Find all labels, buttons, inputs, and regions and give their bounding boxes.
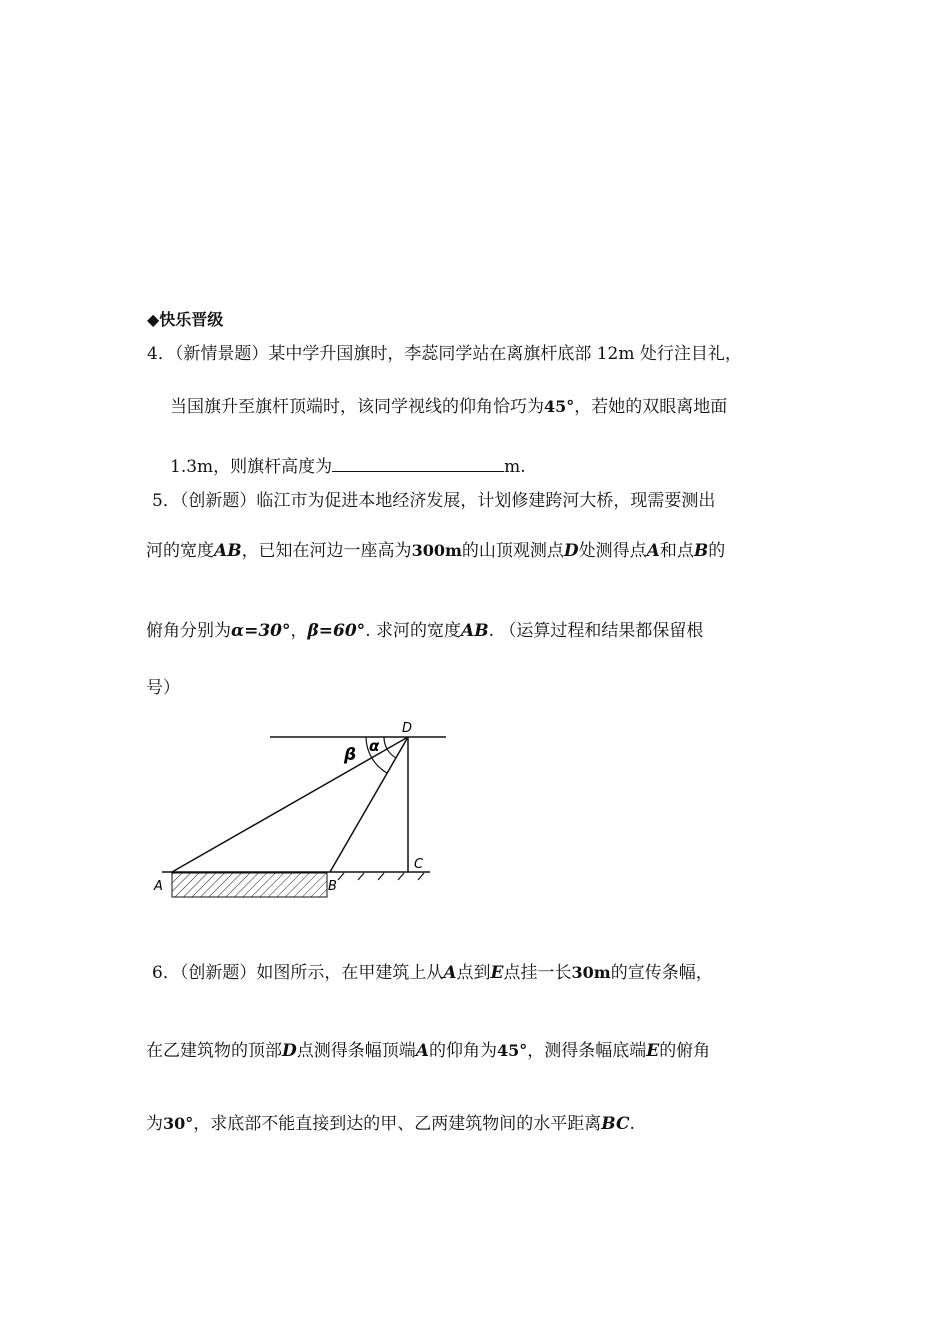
q6-text: 点测得条幅顶端 [296, 1041, 416, 1061]
label-a: A [154, 879, 163, 894]
q4-text: 1.3m，则旗杆高度为 [170, 457, 333, 477]
q4-text: ，若她的双眼离地面 [574, 397, 728, 417]
label-c: C [414, 857, 424, 872]
q5-line-2 [146, 540, 725, 562]
q5-math-AB: AB [461, 621, 489, 641]
q4-line-3 [170, 455, 526, 478]
q6-math-BC: BC [601, 1114, 630, 1134]
q6-text: 的俯角 [659, 1041, 711, 1061]
q6-math-E: E [490, 963, 504, 983]
q6-line-2 [146, 1040, 710, 1062]
q5-height: 300m [411, 541, 462, 560]
line-db [330, 737, 408, 872]
q5-text: . 求河的宽度 [365, 621, 461, 641]
q5-math-AB: AB [214, 541, 242, 561]
q6-text: 点挂一长 [503, 963, 572, 983]
q4-line-1: 4．（新情景题）某中学升国旗时，李蕊同学站在离旗杆底部 12m 处行注目礼， [147, 344, 742, 364]
q5-text: 处测得点 [578, 541, 647, 561]
q5-text: 的 [708, 541, 726, 561]
q4-unit: m. [504, 457, 526, 477]
label-alpha: α [369, 737, 380, 755]
ground-hatch-ticks [338, 873, 424, 880]
river-width-diagram [150, 718, 450, 908]
q6-text: 为 [146, 1114, 163, 1134]
q5-text: ， [290, 621, 308, 641]
label-beta: β [344, 745, 357, 765]
q4-text: 当国旗升至旗杆顶端时，该同学视线的仰角恰巧为 [170, 397, 544, 417]
q5-alpha: α=30° [231, 621, 291, 641]
q5-text: 俯角分别为 [146, 621, 231, 641]
q6-length: 30m [571, 963, 611, 982]
q6-angle-45: 45° [496, 1041, 528, 1060]
q6-math-A: A [443, 963, 457, 983]
label-b: B [328, 879, 337, 894]
q6-text: 的宣传条幅， [610, 963, 713, 983]
q4-line-2 [170, 396, 727, 418]
q6-text: 点到 [456, 963, 491, 983]
q6-math-A: A [415, 1041, 429, 1061]
q5-line-3 [146, 620, 703, 642]
q5-text: 的山顶观测点 [461, 541, 564, 561]
q6-text: . [629, 1114, 635, 1134]
q6-angle-30: 30° [163, 1114, 194, 1133]
q5-line-4: 号） [146, 678, 180, 698]
q6-text: ，测得条幅底端 [527, 1041, 647, 1061]
section-title: ◆快乐晋级 [147, 310, 224, 329]
q6-text: ，求底部不能直接到达的甲、乙两建筑物间的水平距离 [193, 1114, 602, 1134]
q5-math-A: A [646, 541, 660, 561]
q5-line-1: 5．（创新题）临江市为促进本地经济发展，计划修建跨河大桥，现需要测出 [152, 491, 716, 511]
q5-math-B: B [693, 541, 709, 561]
line-da [172, 737, 408, 872]
q5-math-D: D [563, 541, 579, 561]
q5-text: 河的宽度 [146, 541, 214, 561]
q5-beta: β=60° [307, 621, 366, 641]
answer-blank[interactable] [332, 455, 504, 472]
q6-math-E: E [646, 1041, 660, 1061]
q5-text: . （运算过程和结果都保留根 [488, 621, 704, 641]
q6-line-3 [146, 1113, 635, 1135]
q4-angle: 45° [544, 397, 575, 416]
q5-text: 和点 [659, 541, 694, 561]
river-hatch [172, 873, 327, 897]
label-d: D [402, 721, 413, 736]
q5-text: ，已知在河边一座高为 [241, 541, 412, 561]
q6-text: 的仰角为 [428, 1041, 497, 1061]
q6-math-D: D [282, 1041, 297, 1061]
q6-line-1 [152, 962, 713, 984]
q6-text: 6．（创新题）如图所示，在甲建筑上从 [152, 963, 444, 983]
q6-text: 在乙建筑物的顶部 [146, 1041, 282, 1061]
